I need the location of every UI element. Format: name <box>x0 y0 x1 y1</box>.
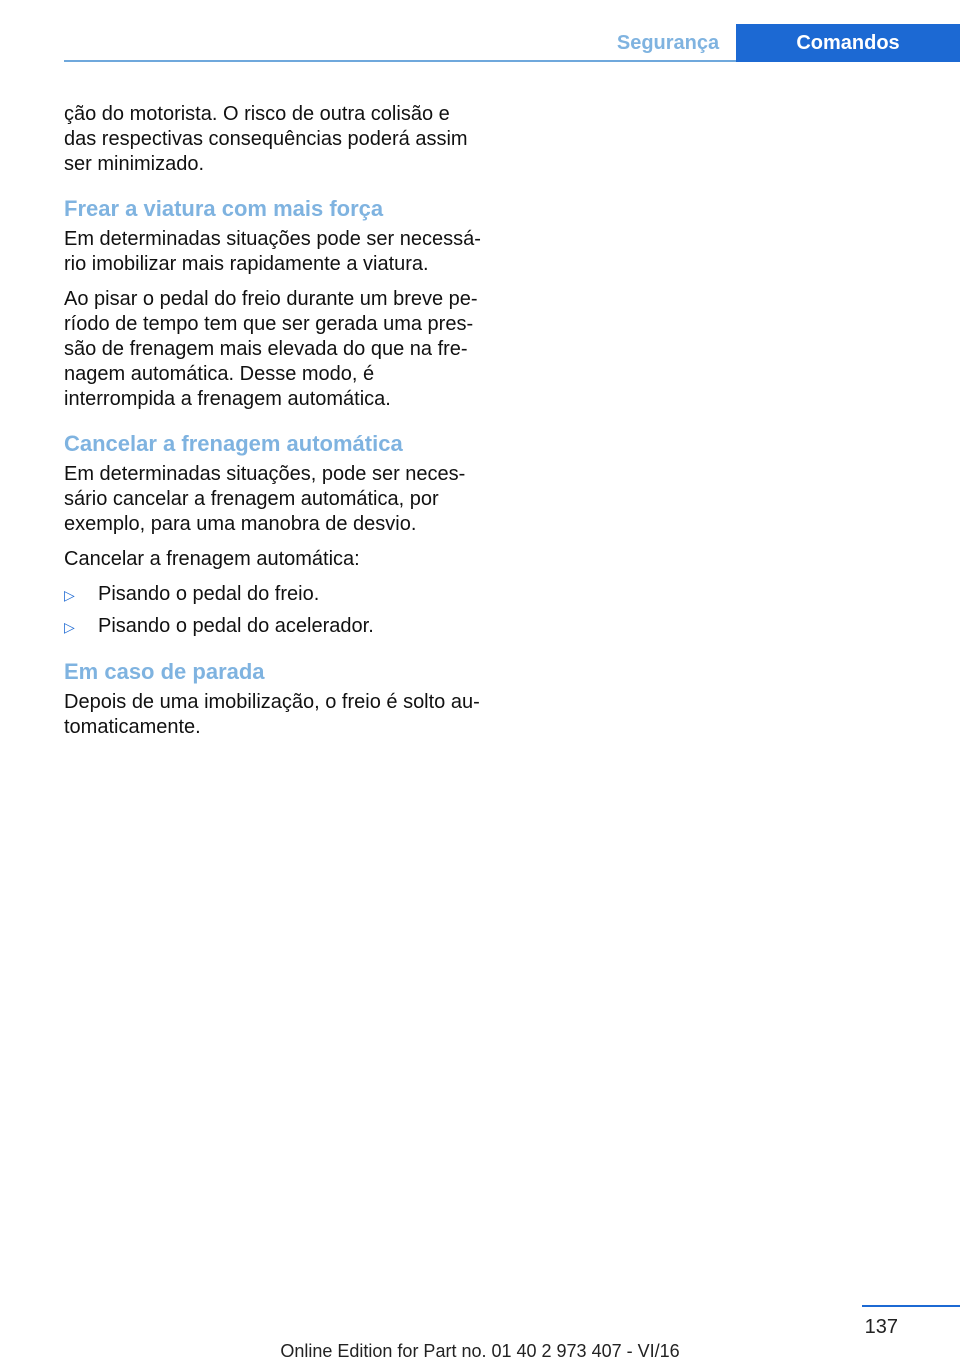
page-number: 137 <box>864 1316 898 1338</box>
page-content <box>64 102 482 750</box>
footer-divider <box>862 1305 960 1307</box>
triangle-bullet-icon: ▷ <box>64 619 75 635</box>
heading-parada: Em caso de parada <box>64 659 265 684</box>
intro-paragraph: ção do motorista. O risco de outra colisão e das respectivas consequências poderá assim ser minimizado. <box>64 103 468 175</box>
list-item <box>64 582 482 608</box>
triangle-bullet-icon: ▷ <box>64 587 75 603</box>
list-item <box>64 614 482 640</box>
edition-footer: Online Edition for Part no. 01 40 2 973 407 - VI/16 <box>280 1341 680 1361</box>
section-tab: Segurança <box>616 31 720 54</box>
heading-cancelar: Cancelar a frenagem automática <box>64 431 403 456</box>
bullet-list <box>64 582 482 640</box>
paragraph: Cancelar a frenagem automática: <box>64 548 360 570</box>
chapter-tab: Comandos <box>736 24 960 62</box>
list-item-text: Pisando o pedal do acelerador. <box>98 615 374 637</box>
paragraph: Ao pisar o pedal do freio durante um breve pe‐ ríodo de tempo tem que ser gerada uma pres‐ são de frenagem mais elevada do que na fre‐ nagem automática. Desse modo, é interrompida a frenagem automática. <box>64 288 478 410</box>
paragraph: Em determinadas situações, pode ser neces‐ sário cancelar a frenagem automática, por exemplo, para uma manobra de desvio. <box>64 463 466 535</box>
list-item-text: Pisando o pedal do freio. <box>98 583 320 605</box>
paragraph: Depois de uma imobilização, o freio é solto au‐ tomaticamente. <box>64 691 480 738</box>
heading-frear: Frear a viatura com mais força <box>64 196 384 221</box>
paragraph: Em determinadas situações pode ser necessá‐ rio imobilizar mais rapidamente a viatura. <box>64 228 481 275</box>
